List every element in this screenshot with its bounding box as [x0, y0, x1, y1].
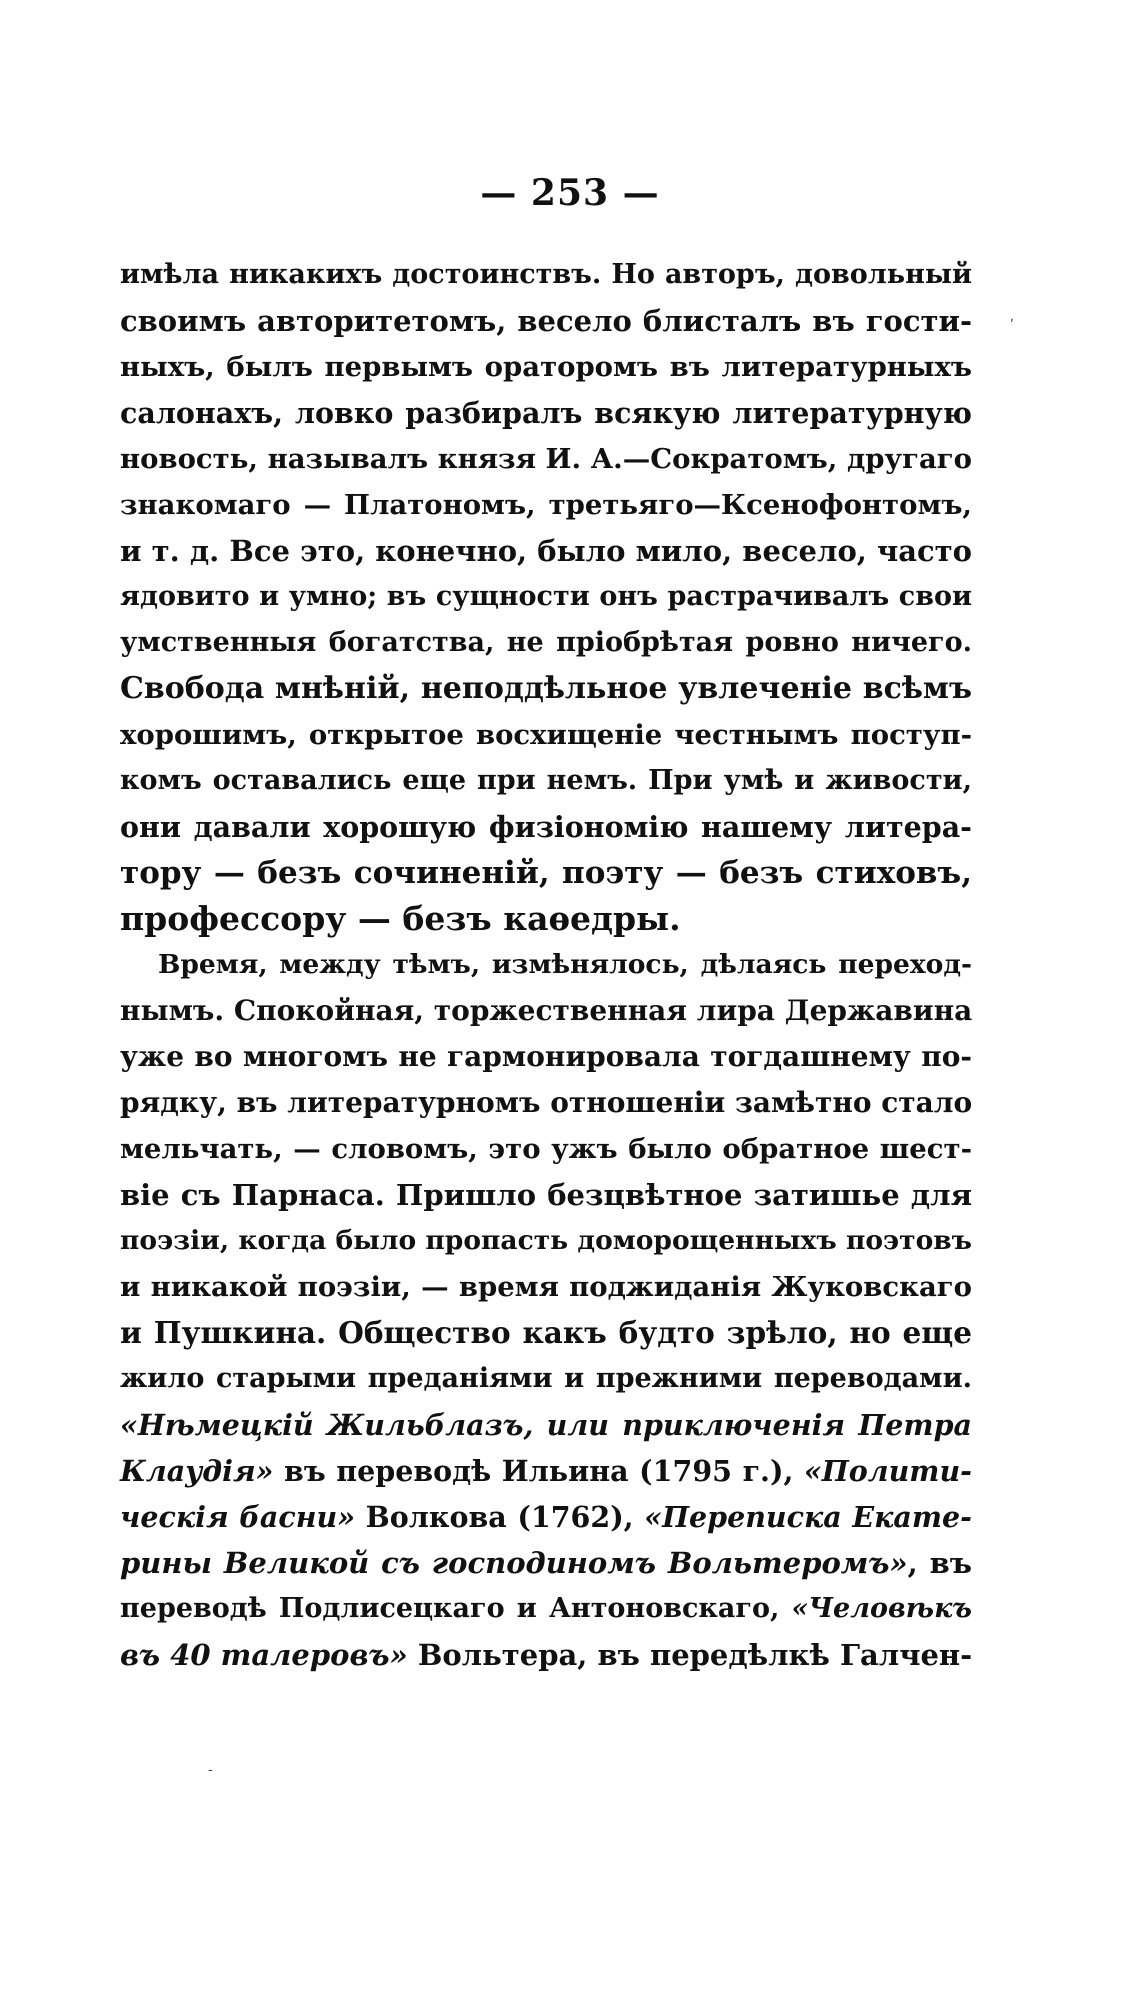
text-line: и никакой поэзіи, — время поджиданія Жуковскаго [120, 1271, 972, 1303]
text-line: и Пушкина. Общество какъ будто зрѣло, но еще [120, 1315, 972, 1350]
book-title: Клаудія» [120, 1454, 274, 1488]
text-line: уже во многомъ не гармонировала тогдашнему по- [120, 1040, 972, 1073]
text-line: рядку, въ литературномъ отношеніи замѣтно стало [120, 1086, 973, 1119]
text-line: салонахъ, ловко разбиралъ всякую литературную [120, 396, 972, 430]
body-text [120, 252, 972, 1678]
text-line: тору — безъ сочиненій, поэту — безъ стиховъ, [120, 855, 972, 891]
text-line: ныхъ, былъ первымъ ораторомъ въ литературныхъ [120, 351, 972, 383]
text-line: и т. д. Все это, конечно, было мило, весело, часто [120, 534, 972, 568]
text-line-italic-title [120, 1402, 972, 1448]
text-line: мельчать, — словомъ, это ужъ было обратное шест- [120, 1133, 972, 1165]
text-line-mixed [120, 1494, 972, 1540]
scan-speck: ‐ [208, 1762, 213, 1778]
text-line: віе съ Парнаса. Пришло безцвѣтное затишье для [120, 1178, 972, 1212]
text-line: новость, называлъ князя И. А.—Сократомъ, другаго [120, 443, 972, 475]
text-run: Вольтера, въ передѣлкѣ Галчен- [407, 1638, 973, 1672]
text-line-mixed [120, 1632, 972, 1678]
text-line: комъ оставались еще при немъ. При умѣ и живости, [120, 765, 972, 796]
text-line: они давали хорошую физіономію нашему литера- [120, 810, 972, 844]
book-title: «Переписка Екате- [644, 1500, 972, 1534]
text-line: Свобода мнѣній, неподдѣльное увлеченіе всѣмъ [120, 671, 972, 706]
scan-speck: ʹ [1010, 318, 1014, 334]
text-line: поэзіи, когда было пропасть доморощенныхъ поэтовъ [120, 1225, 972, 1256]
text-line-mixed [120, 1540, 972, 1586]
paragraph-end-line: профессору — безъ каѳедры. [120, 899, 681, 938]
book-title: ческія басни» [120, 1500, 356, 1534]
text-line: имѣла никакихъ достоинствъ. Но авторъ, довольный [120, 259, 972, 290]
text-run: въ переводѣ Ильина (1795 г.), [273, 1454, 804, 1488]
book-title: «Человѣкъ [791, 1593, 972, 1624]
text-run: , въ [907, 1546, 972, 1580]
text-line: жило старыми преданіями и прежними переводами. [120, 1363, 972, 1394]
paragraph-start-line: Время, между тѣмъ, измѣнялось, дѣлаясь переход- [158, 949, 972, 980]
page-number: — 253 — [480, 172, 660, 214]
text-run: переводѣ Подлисецкаго и Антоновскаго, [120, 1593, 792, 1624]
text-line-mixed [120, 1586, 972, 1632]
text-line: ядовито и умно; въ сущности онъ растрачивалъ свои [120, 581, 972, 612]
text-line: знакомаго — Платономъ, третьяго—Ксенофонтомъ, [120, 489, 972, 521]
book-title: «Нѣмецкій Жильблазъ, или приключенія Петра [120, 1408, 972, 1442]
book-title: въ 40 талеровъ» [120, 1638, 408, 1672]
text-run: Волкова (1762), [355, 1500, 645, 1534]
book-title: рины Великой съ господиномъ Вольтеромъ» [120, 1546, 908, 1580]
text-line: умственныя богатства, не пріобрѣтая ровно ничего. [120, 627, 972, 658]
text-line: нымъ. Спокойная, торжественная лира Державина [120, 994, 973, 1027]
book-title: «Полити- [803, 1454, 972, 1488]
text-line-mixed [120, 1448, 972, 1494]
text-line: хорошимъ, открытое восхищеніе честнымъ поступ- [120, 719, 972, 751]
text-line: своимъ авторитетомъ, весело блисталъ въ гости- [120, 304, 972, 338]
